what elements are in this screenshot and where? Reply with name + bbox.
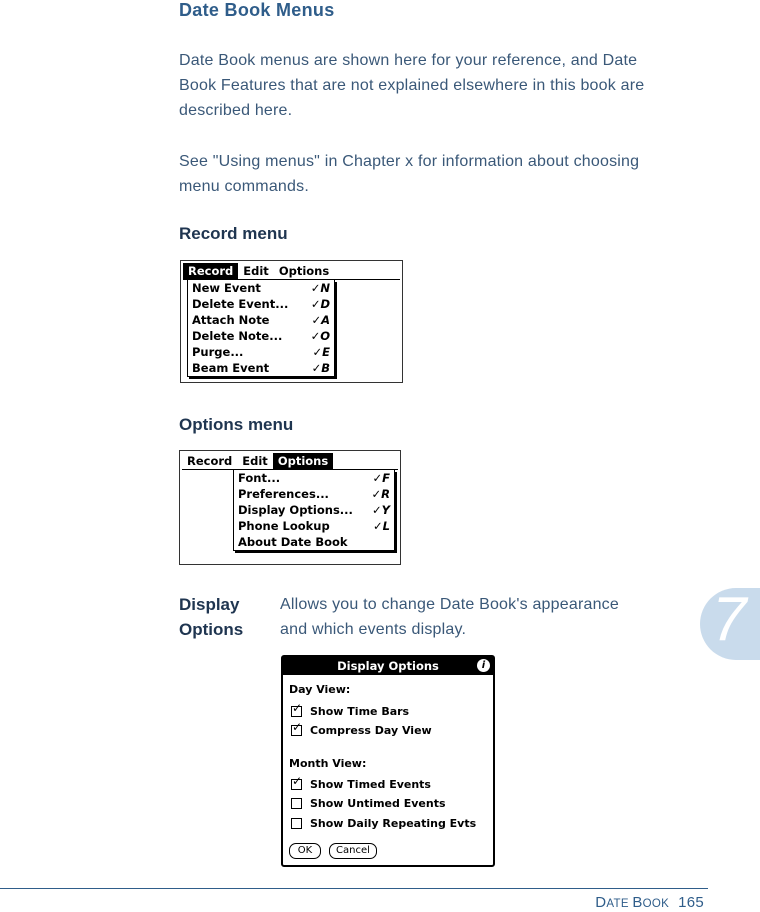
- show-time-bars-row[interactable]: [291, 705, 409, 718]
- footer-section-initial-1: D: [595, 894, 607, 911]
- options-dropdown: [233, 470, 395, 551]
- show-timed-events-row[interactable]: [291, 778, 431, 791]
- page-footer: [595, 894, 704, 911]
- menu-item-purge[interactable]: Purge... ✓E: [192, 345, 330, 359]
- record-menubar: [183, 263, 400, 280]
- menubar-edit[interactable]: Edit: [243, 264, 269, 278]
- show-daily-repeating-row[interactable]: [291, 817, 476, 830]
- show-untimed-events-checkbox[interactable]: [291, 798, 302, 809]
- display-options-term: [179, 592, 243, 642]
- options-menu-heading: Options menu: [179, 415, 294, 434]
- footer-section-rest-1: ATE: [606, 898, 633, 910]
- options-menubar: [182, 453, 398, 470]
- month-view-label: Month View:: [289, 757, 367, 770]
- ok-button[interactable]: OK: [289, 843, 321, 859]
- footer-rule: [0, 888, 708, 889]
- menu-item-display-options[interactable]: Display Options... ✓Y: [238, 503, 390, 517]
- menu-item-about-date-book[interactable]: About Date Book: [238, 535, 348, 549]
- menu-item-font[interactable]: Font... ✓F: [238, 471, 390, 485]
- menu-item-preferences[interactable]: Preferences... ✓R: [238, 487, 390, 501]
- display-options-dialog: [281, 655, 495, 867]
- cancel-button[interactable]: Cancel: [329, 843, 377, 859]
- show-untimed-events-row[interactable]: [291, 797, 446, 810]
- definition-line-2: and which events display.: [280, 621, 467, 638]
- menubar-options[interactable]: Options: [273, 453, 333, 469]
- dialog-title: Display Options: [283, 657, 493, 675]
- menu-item-delete-event[interactable]: Delete Event... ✓D: [192, 297, 330, 311]
- menu-item-new-event[interactable]: New Event ✓N: [192, 281, 330, 295]
- display-options-definition: [280, 592, 619, 642]
- menubar-record[interactable]: Record: [183, 263, 238, 279]
- intro-paragraph-2: See "Using menus" in Chapter x for information about choosing menu commands.: [179, 153, 640, 195]
- show-timed-events-checkbox[interactable]: [291, 779, 302, 790]
- menu-item-beam-event[interactable]: Beam Event ✓B: [192, 361, 330, 375]
- term-line-2: Options: [179, 620, 244, 639]
- options-menu-screenshot: [179, 450, 401, 565]
- menubar-record[interactable]: Record: [187, 454, 233, 468]
- footer-section-rest-2: OOK: [642, 898, 670, 910]
- page-heading: Date Book Menus: [179, 0, 335, 20]
- page-number: 165: [678, 894, 704, 911]
- record-dropdown: [187, 280, 335, 377]
- compress-day-view-row[interactable]: [291, 724, 432, 737]
- show-time-bars-checkbox[interactable]: [291, 706, 302, 717]
- record-menu-screenshot: [180, 260, 403, 383]
- menu-item-delete-note[interactable]: Delete Note... ✓O: [192, 329, 330, 343]
- footer-section-initial-2: B: [632, 894, 643, 911]
- compress-day-view-label: Compress Day View: [310, 724, 432, 737]
- compress-day-view-checkbox[interactable]: [291, 725, 302, 736]
- show-untimed-events-label: Show Untimed Events: [310, 797, 446, 810]
- menu-item-phone-lookup[interactable]: Phone Lookup ✓L: [238, 519, 390, 533]
- definition-line-1: Allows you to change Date Book's appearance: [280, 596, 619, 613]
- show-daily-repeating-label: Show Daily Repeating Evts: [310, 817, 477, 830]
- menu-item-attach-note[interactable]: Attach Note ✓A: [192, 313, 330, 327]
- chapter-number: 7: [712, 585, 747, 654]
- day-view-label: Day View:: [289, 683, 351, 696]
- menubar-options[interactable]: Options: [278, 264, 330, 278]
- show-timed-events-label: Show Timed Events: [310, 778, 431, 791]
- show-time-bars-label: Show Time Bars: [310, 705, 410, 718]
- info-icon[interactable]: i: [477, 659, 490, 672]
- term-line-1: Display: [179, 595, 240, 614]
- intro-paragraph-1: Date Book menus are shown here for your reference, and Date Book Features that are not explained elsewhere in this book are described here.: [179, 52, 645, 119]
- show-daily-repeating-checkbox[interactable]: [291, 818, 302, 829]
- record-menu-heading: Record menu: [179, 224, 288, 243]
- menubar-edit[interactable]: Edit: [242, 454, 268, 468]
